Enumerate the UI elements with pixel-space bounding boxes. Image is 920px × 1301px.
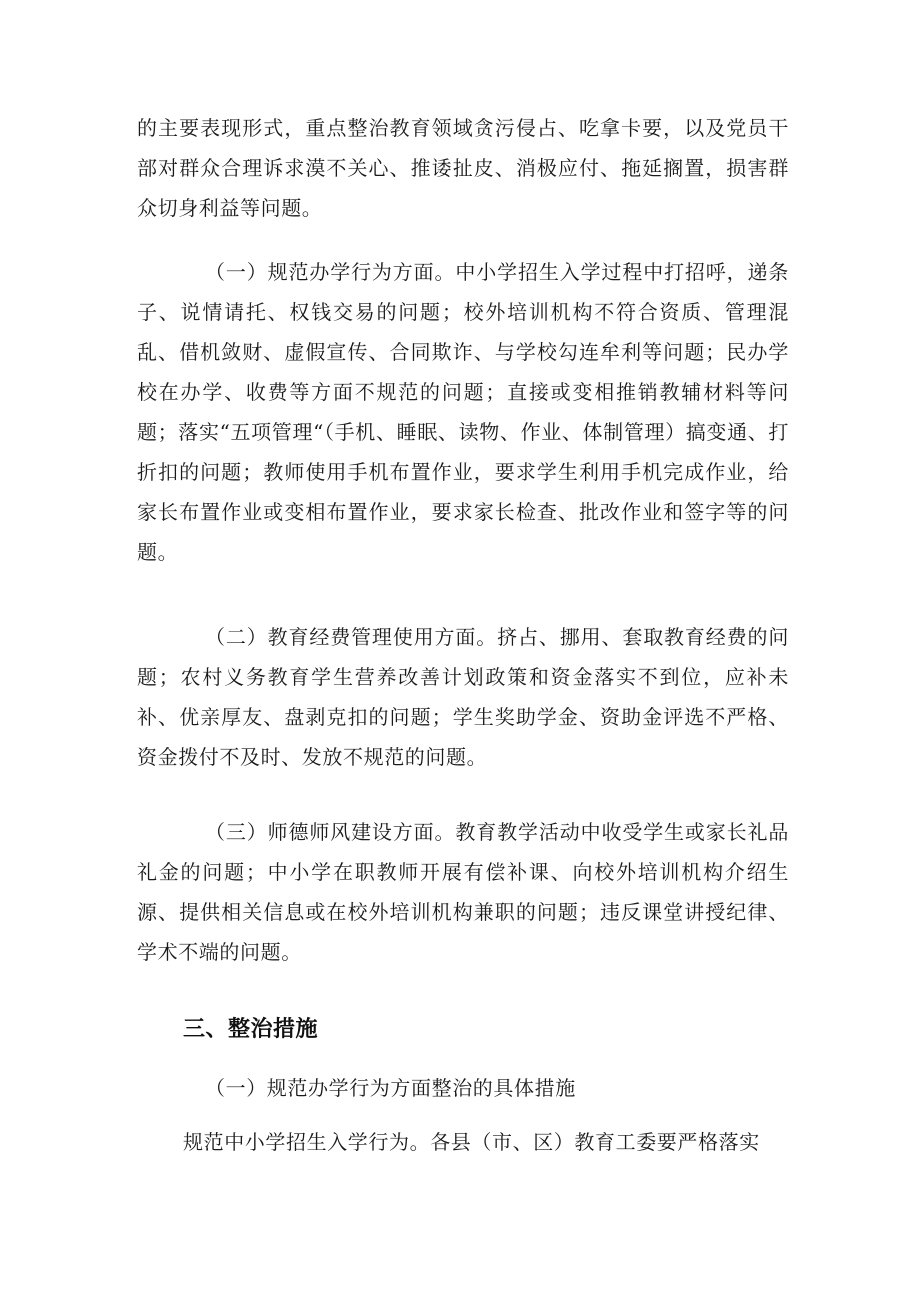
- paragraph-measure-1: 规范中小学招生入学行为。各县（市、区）教育工委要严格落实: [183, 1130, 760, 1154]
- section-heading: 三、整治措施: [183, 1017, 319, 1042]
- sub-heading: （一）规范办学行为方面整治的具体措施: [205, 1076, 576, 1100]
- paragraph-item-1: （一）规范办学行为方面。中小学招生入学过程中打招呼，递条子、说情请托、权钱交易的问题；校外培训机构不符合资质、管理混乱、借机敛财、虚假宣传、合同欺诈、与学校勾连牟利等问题；民办学校在办学、收费等方面不规范的问题；直接或变相推销教辅材料等问题；落实“五项管理“（手机、睡眠、读物、作业、体制管理）搞变通、打折扣的问题；教师使用手机布置作业，要求学生利用手机完成作业，给家长布置作业或变相布置作业，要求家长检查、批改作业和签字等的问题。: [137, 260, 789, 564]
- paragraph-intro: 的主要表现形式，重点整治教育领域贪污侵占、吃拿卡要，以及党员干部对群众合理诉求漠不关心、推诿扯皮、消极应付、拖延搁置，损害群众切身利益等问题。: [137, 116, 789, 220]
- paragraph-item-2: （二）教育经费管理使用方面。挤占、挪用、套取教育经费的问题；农村义务教育学生营养改善计划政策和资金落实不到位，应补未补、优亲厚友、盘剥克扣的问题；学生奖助学金、资助金评选不严格、资金拨付不及时、发放不规范的问题。: [137, 625, 789, 769]
- paragraph-item-3: （三）师德师风建设方面。教育教学活动中收受学生或家长礼品礼金的问题；中小学在职教师开展有偿补课、向校外培训机构介绍生源、提供相关信息或在校外培训机构兼职的问题；违反课堂讲授纪律、学术不端的问题。: [137, 820, 789, 964]
